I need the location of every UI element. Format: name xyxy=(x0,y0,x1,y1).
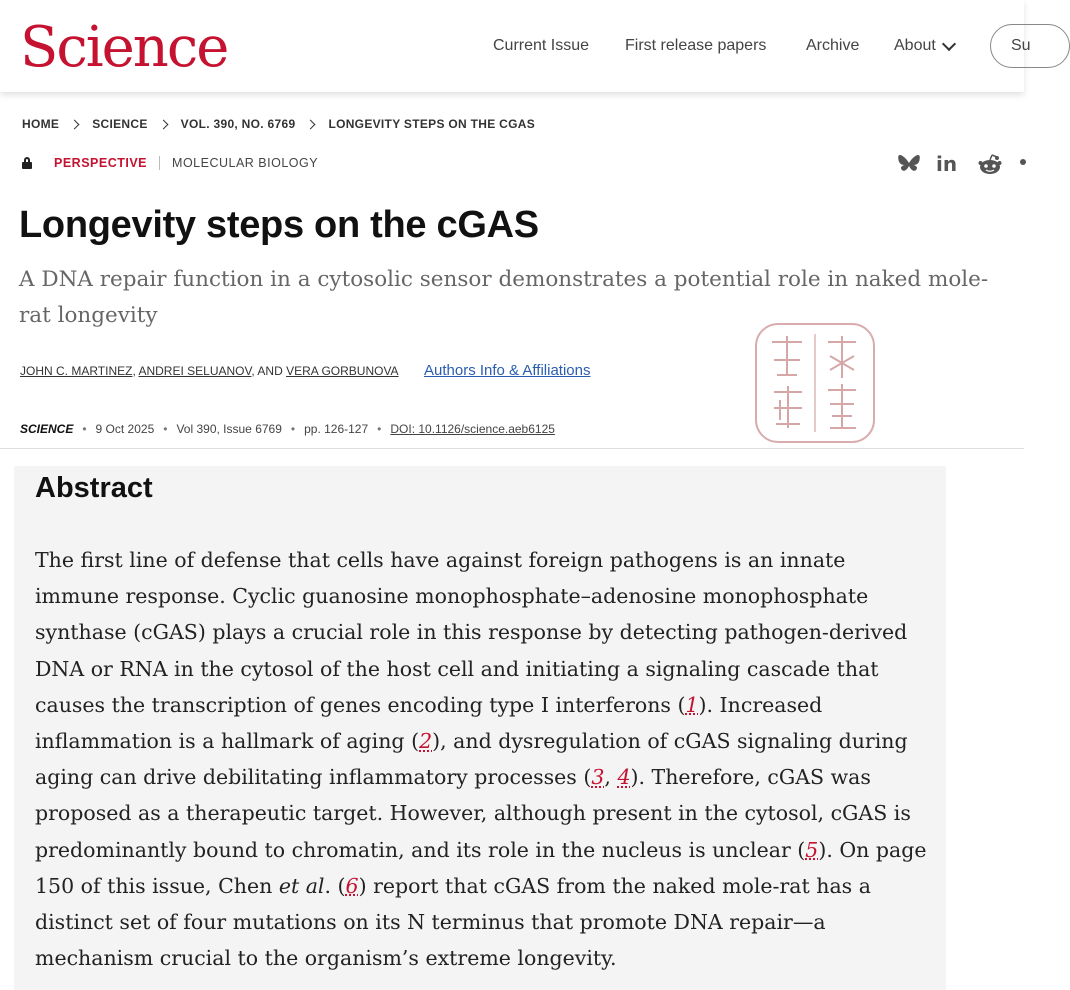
chevron-down-icon xyxy=(942,37,956,51)
abstract-heading: Abstract xyxy=(35,472,153,504)
article-subtitle: A DNA repair function in a cytosolic sensor demonstrates a potential role in naked mole-rat longevity xyxy=(19,267,989,328)
divider xyxy=(0,448,1024,449)
doi-link[interactable]: DOI: 10.1126/science.aeb6125 xyxy=(390,422,555,436)
author-separator: , xyxy=(132,364,136,378)
article-meta xyxy=(22,156,318,170)
journal-name: SCIENCE xyxy=(20,422,74,436)
seal-stamp-icon xyxy=(752,320,878,446)
author-link[interactable]: VERA GORBUNOVA xyxy=(286,364,399,378)
breadcrumb-volume[interactable]: VOL. 390, NO. 6769 xyxy=(180,117,296,131)
nav-about[interactable] xyxy=(894,37,954,55)
reference-link[interactable]: 4 xyxy=(617,765,631,790)
page-range: pp. 126-127 xyxy=(304,422,369,436)
abstract-text: The first line of defense that cells have against foreign pathogens is an innate immune response. Cyclic guanosine monophosphate–adenosine monophosphate synthase (cGAS) plays a crucial role in this response by detecting pathogen-derived DNA or RNA in the cytosol of the host cell and initiating a signaling cascade that causes the transcription of genes encoding type I interferons (1). Increased inflammation is a hallmark of aging (2), and dysregulation of cGAS signaling during aging can drive debilitating inflammatory processes (3, 4). Therefore, cGAS was proposed as a therapeutic target. However, although present in the cytosol, cGAS is predominantly bound to chromatin, and its role in the nucleus is unclear (5). On page 150 of this issue, Chen et al. (6) report that cGAS from the naked mole-rat has a distinct set of four mutations on its N terminus that promote DNA repair—a mechanism crucial to the organism’s extreme longevity. xyxy=(35,548,927,971)
reference-link[interactable]: 3 xyxy=(591,765,605,790)
nav-about-label: About xyxy=(894,37,936,54)
chevron-right-icon xyxy=(306,119,316,129)
nav-first-release-papers[interactable]: First release papers xyxy=(625,37,767,54)
search-button-label: Su xyxy=(1011,37,1031,54)
breadcrumb-home[interactable]: HOME xyxy=(22,117,60,131)
reference-link[interactable]: 2 xyxy=(419,729,433,754)
authors-affiliations-link[interactable]: Authors Info & Affiliations xyxy=(424,362,591,379)
breadcrumb-science[interactable]: SCIENCE xyxy=(92,117,148,131)
chevron-right-icon xyxy=(158,119,168,129)
science-logo[interactable]: Science xyxy=(20,15,228,80)
article-subject[interactable]: MOLECULAR BIOLOGY xyxy=(172,156,319,170)
bluesky-icon[interactable] xyxy=(898,154,920,176)
nav-archive[interactable]: Archive xyxy=(806,37,860,54)
divider xyxy=(159,156,160,170)
search-button[interactable] xyxy=(990,24,1070,68)
article-title: Longevity steps on the cGAS xyxy=(19,204,539,246)
lock-icon xyxy=(22,157,32,169)
publication-date: 9 Oct 2025 xyxy=(95,422,155,436)
chevron-right-icon xyxy=(70,119,80,129)
site-header xyxy=(0,0,1031,92)
breadcrumb xyxy=(22,117,535,131)
article-type[interactable]: PERSPECTIVE xyxy=(54,156,148,170)
reference-link[interactable]: 5 xyxy=(805,837,819,862)
more-icon[interactable] xyxy=(1018,154,1028,176)
author-link[interactable]: ANDREI SELUANOV xyxy=(138,364,252,378)
citation-info: SCIENCE • 9 Oct 2025 • Vol 390, Issue 6769 • pp. 126-127 • DOI: 10.1126/science.aeb6125 xyxy=(20,422,555,436)
reference-link[interactable]: 6 xyxy=(345,873,359,898)
linkedin-icon[interactable]: in xyxy=(936,152,958,176)
author-link[interactable]: JOHN C. MARTINEZ xyxy=(20,364,133,378)
volume-issue: Vol 390, Issue 6769 xyxy=(176,422,282,436)
breadcrumb-current: LONGEVITY STEPS ON THE CGAS xyxy=(328,117,536,131)
nav-current-issue[interactable]: Current Issue xyxy=(493,37,590,54)
reddit-icon[interactable] xyxy=(978,154,1002,176)
reference-link[interactable]: 1 xyxy=(685,692,699,717)
abstract-section xyxy=(14,466,946,990)
author-list xyxy=(20,364,399,378)
author-separator: , AND xyxy=(251,364,283,378)
